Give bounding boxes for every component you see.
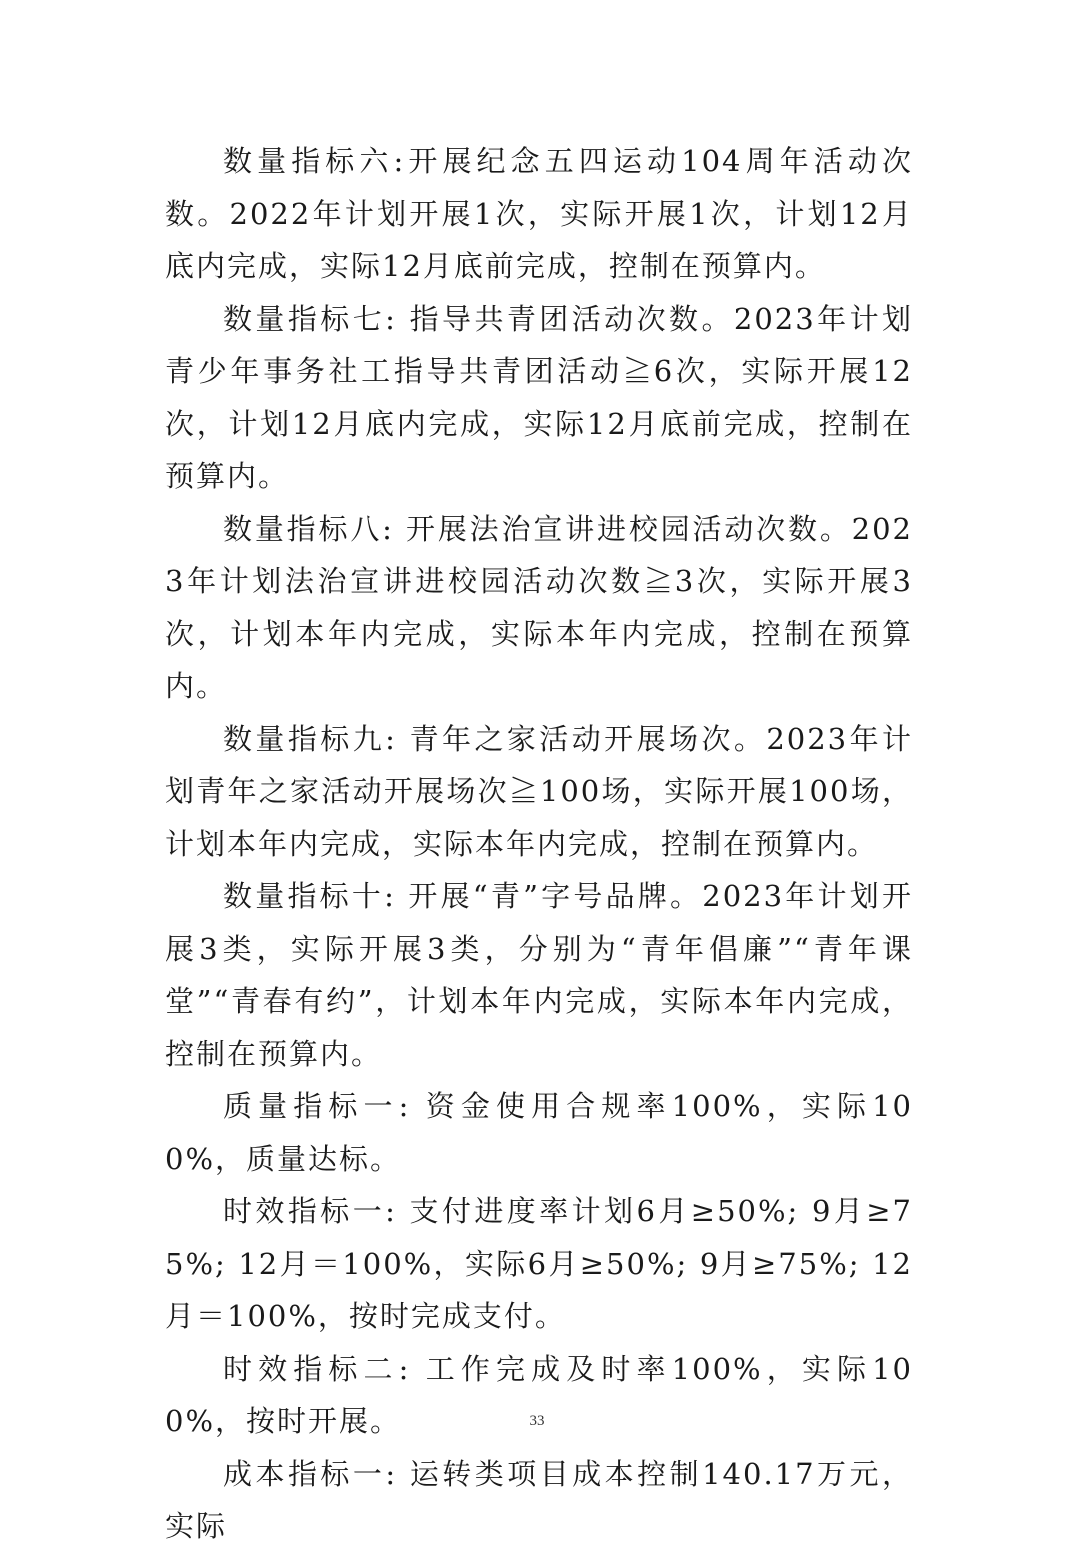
paragraph-quantity-indicator-8: 数量指标八: 开展法治宣讲进校园活动次数。2023年计划法治宣讲进校园活动次数≧3次，实际开展3次，计划本年内完成，实际本年内完成，控制在预算内。 [165, 511, 913, 703]
paragraph-quantity-indicator-7: 数量指标七: 指导共青团活动次数。2023年计划青少年事务社工指导共青团活动≧6次，实际开展12次，计划12月底内完成，实际12月底前完成，控制在预算内。 [165, 301, 913, 493]
paragraph-timeliness-indicator-1: 时效指标一: 支付进度率计划6月≥50%; 9月≥75%; 12月＝100%，实际6月≥50%; 9月≥75%; 12月＝100%，按时完成支付。 [165, 1194, 913, 1333]
paragraph-cost-indicator-1: 成本指标一: 运转类项目成本控制140.17万元，实际 [165, 1456, 913, 1543]
paragraph-quality-indicator-1: 质量指标一: 资金使用合规率100%，实际100%，质量达标。 [165, 1089, 913, 1176]
paragraph-timeliness-indicator-2: 时效指标二: 工作完成及时率100%，实际100%，按时开展。 [165, 1351, 913, 1438]
body-text [165, 135, 913, 1553]
page-number: 33 [529, 1413, 545, 1429]
paragraph-quantity-indicator-10: 数量指标十: 开展“青”字号品牌。2023年计划开展3类，实际开展3类，分别为“青年倡廉”“青年课堂”“青春有约”，计划本年内完成，实际本年内完成，控制在预算内。 [165, 879, 913, 1071]
paragraph-quantity-indicator-6: 数量指标六:开展纪念五四运动104周年活动次数。2022年计划开展1次，实际开展1次，计划12月底内完成，实际12月底前完成，控制在预算内。 [165, 144, 913, 283]
paragraph-quantity-indicator-9: 数量指标九: 青年之家活动开展场次。2023年计划青年之家活动开展场次≧100场，实际开展100场，计划本年内完成，实际本年内完成，控制在预算内。 [165, 721, 913, 861]
